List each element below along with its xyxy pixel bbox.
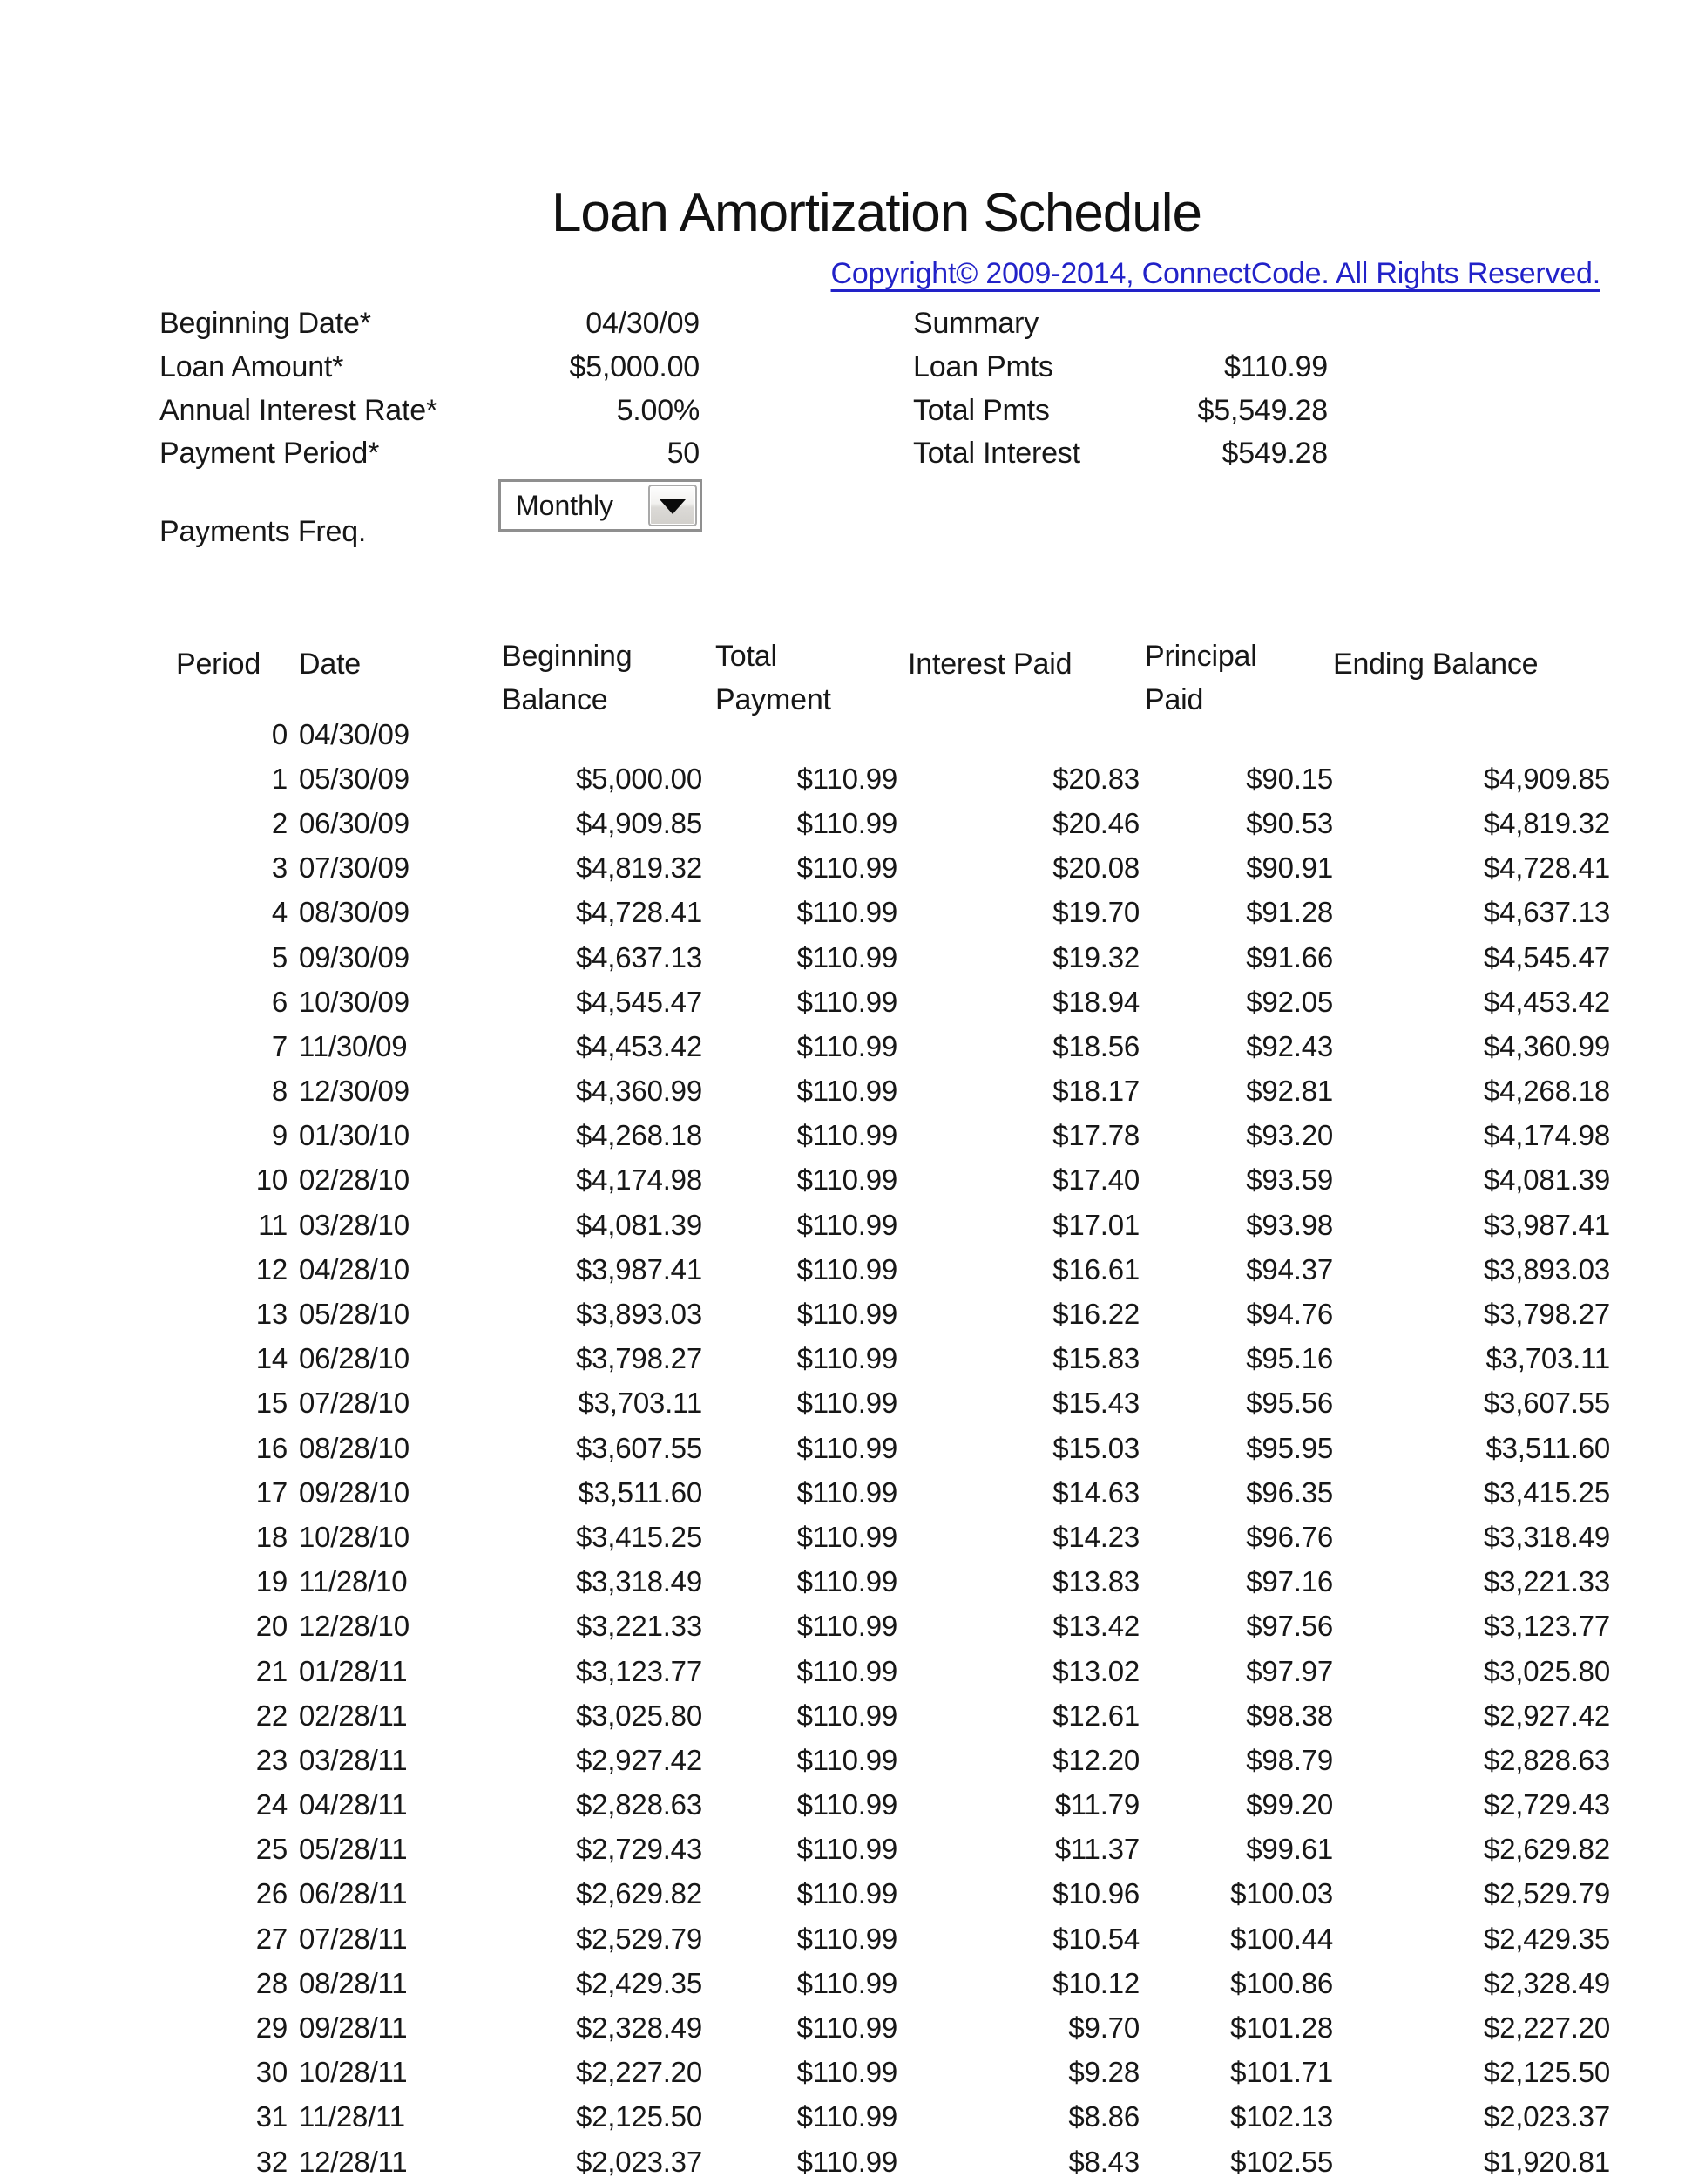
interest-rate-label: Annual Interest Rate* xyxy=(159,394,437,427)
column-header-ending-balance: Ending Balance xyxy=(1333,648,1539,681)
copyright-link[interactable]: Copyright© 2009-2014, ConnectCode. All Rights Reserved. xyxy=(830,257,1600,290)
table-cell: $3,025.80 xyxy=(1483,1654,1610,1687)
input-row-payment-period xyxy=(159,431,700,475)
table-cell: 22 xyxy=(255,1699,288,1732)
table-cell: $4,637.13 xyxy=(1483,896,1610,929)
table-cell: $20.08 xyxy=(1052,851,1140,885)
table-cell: $110.99 xyxy=(796,1610,897,1643)
table-cell: 32 xyxy=(255,2145,288,2178)
table-cell: $12.20 xyxy=(1052,1743,1140,1776)
table-cell: 26 xyxy=(255,1877,288,1910)
table-cell: 11/28/10 xyxy=(299,1565,408,1598)
table-cell: $2,529.79 xyxy=(1483,1877,1610,1910)
table-cell: 04/28/11 xyxy=(299,1788,408,1821)
table-cell: $2,529.79 xyxy=(575,1922,702,1955)
table-cell: $92.43 xyxy=(1246,1029,1333,1062)
table-cell: $90.53 xyxy=(1246,806,1333,839)
beginning-date-label: Beginning Date* xyxy=(159,307,371,340)
column-header-date: Date xyxy=(299,648,362,681)
table-cell: $95.16 xyxy=(1246,1342,1333,1375)
table-row xyxy=(131,1693,1610,1738)
table-cell: $3,798.27 xyxy=(1483,1298,1610,1331)
table-cell: $93.59 xyxy=(1246,1163,1333,1197)
table-cell: 05/28/10 xyxy=(299,1298,409,1331)
column-header-beginning: Beginning Balance xyxy=(502,640,633,716)
table-cell: $110.99 xyxy=(796,1565,897,1598)
table-cell: 23 xyxy=(255,1743,288,1776)
table-row xyxy=(131,2095,1610,2140)
table-cell: $110.99 xyxy=(796,1029,897,1062)
table-cell: $3,221.33 xyxy=(1483,1565,1610,1598)
table-cell: 29 xyxy=(255,2011,288,2045)
table-cell: 06/30/09 xyxy=(299,806,409,839)
table-cell: 8 xyxy=(271,1075,288,1108)
table-cell: 12/30/09 xyxy=(299,1075,409,1108)
table-cell: $4,545.47 xyxy=(1483,940,1610,973)
input-row-loan-amount xyxy=(159,345,700,389)
table-cell: $3,511.60 xyxy=(1485,1431,1610,1464)
table-cell: $10.12 xyxy=(1052,1966,1140,1999)
table-cell: $98.38 xyxy=(1246,1699,1333,1732)
table-cell: $2,023.37 xyxy=(575,2145,702,2178)
table-cell: $20.46 xyxy=(1052,806,1140,839)
table-row xyxy=(131,2051,1610,2095)
table-cell: 1 xyxy=(271,762,288,795)
table-cell: 18 xyxy=(255,1520,288,1553)
table-cell: $4,819.32 xyxy=(1483,806,1610,839)
table-row xyxy=(131,1114,1610,1158)
table-cell: 25 xyxy=(255,1833,288,1866)
table-row xyxy=(131,2140,1610,2184)
table-row xyxy=(131,1024,1610,1068)
table-header xyxy=(131,634,1610,722)
table-cell: $93.20 xyxy=(1246,1119,1333,1152)
table-cell: 02/28/10 xyxy=(299,1163,409,1197)
table-cell: $4,545.47 xyxy=(575,985,702,1018)
table-cell: $3,607.55 xyxy=(575,1431,702,1464)
table-cell: $110.99 xyxy=(796,896,897,929)
table-row xyxy=(131,1961,1610,2005)
table-cell: 06/28/11 xyxy=(299,1877,408,1910)
dropdown-button[interactable] xyxy=(648,485,697,526)
table-cell: $110.99 xyxy=(796,1520,897,1553)
table-cell: $3,025.80 xyxy=(575,1699,702,1732)
table-cell: $9.28 xyxy=(1068,2056,1140,2089)
table-row xyxy=(131,1247,1610,1292)
table-cell: $2,125.50 xyxy=(1483,2056,1610,2089)
loan-amount-label: Loan Amount* xyxy=(159,350,344,383)
table-cell: 28 xyxy=(255,1966,288,1999)
table-cell: $3,221.33 xyxy=(575,1610,702,1643)
summary-row-total-interest xyxy=(913,431,1328,475)
table-cell: $4,268.18 xyxy=(575,1119,702,1152)
table-cell: $16.22 xyxy=(1052,1298,1140,1331)
table-cell: 10/28/10 xyxy=(299,1520,409,1553)
table-cell: $110.99 xyxy=(796,1475,897,1509)
table-cell: $16.61 xyxy=(1052,1252,1140,1285)
table-row xyxy=(131,891,1610,935)
table-cell: 07/28/11 xyxy=(299,1922,408,1955)
table-cell: $17.01 xyxy=(1052,1208,1140,1241)
table-row xyxy=(131,1470,1610,1515)
table-cell: 01/30/10 xyxy=(299,1119,409,1152)
column-header-interest-paid: Interest Paid xyxy=(908,648,1073,681)
table-cell: $110.99 xyxy=(796,1075,897,1108)
table-cell: $2,629.82 xyxy=(1483,1833,1610,1866)
table-cell: $3,318.49 xyxy=(1483,1520,1610,1553)
table-cell: $2,328.49 xyxy=(1483,1966,1610,1999)
table-cell: $110.99 xyxy=(796,762,897,795)
payments-freq-dropdown[interactable] xyxy=(498,479,702,532)
table-cell: $12.61 xyxy=(1052,1699,1140,1732)
table-cell: 12/28/10 xyxy=(299,1610,409,1643)
table-cell: 0 xyxy=(271,717,288,750)
payment-period-label: Payment Period* xyxy=(159,437,380,470)
table-cell: 08/30/09 xyxy=(299,896,409,929)
table-cell: $99.61 xyxy=(1246,1833,1333,1866)
table-cell: 17 xyxy=(255,1475,288,1509)
table-cell: 2 xyxy=(271,806,288,839)
table-cell: $94.37 xyxy=(1246,1252,1333,1285)
table-cell: $4,453.42 xyxy=(575,1029,702,1062)
table-cell: $98.79 xyxy=(1246,1743,1333,1776)
summary-row-loan-pmts xyxy=(913,345,1328,389)
table-cell: $4,728.41 xyxy=(1483,851,1610,885)
table-cell: 24 xyxy=(255,1788,288,1821)
table-cell: $97.56 xyxy=(1246,1610,1333,1643)
table-cell: 04/30/09 xyxy=(299,717,409,750)
table-cell: 10 xyxy=(255,1163,288,1197)
table-cell: $110.99 xyxy=(796,1699,897,1732)
table-cell: $2,828.63 xyxy=(575,1788,702,1821)
caret-down-icon xyxy=(660,499,686,514)
table-cell: $4,453.42 xyxy=(1483,985,1610,1018)
table-cell: 27 xyxy=(255,1922,288,1955)
table-cell: $13.02 xyxy=(1052,1654,1140,1687)
table-cell: $95.95 xyxy=(1246,1431,1333,1464)
table-cell: $102.13 xyxy=(1230,2100,1333,2133)
table-cell: 09/30/09 xyxy=(299,940,409,973)
table-cell: $110.99 xyxy=(796,1431,897,1464)
table-cell: $4,174.98 xyxy=(1483,1119,1610,1152)
table-cell: $96.35 xyxy=(1246,1475,1333,1509)
table-cell: 10/28/11 xyxy=(299,2056,408,2089)
table-cell: 01/28/11 xyxy=(299,1654,408,1687)
table-cell: $8.86 xyxy=(1068,2100,1140,2133)
table-cell: $3,123.77 xyxy=(1483,1610,1610,1643)
table-cell: 03/28/11 xyxy=(299,1743,408,1776)
table-cell: 3 xyxy=(271,851,288,885)
payments-freq-selected-value: Monthly xyxy=(516,490,614,521)
table-cell: 11/28/11 xyxy=(299,2100,405,2133)
table-cell: 02/28/11 xyxy=(299,1699,408,1732)
table-cell: 30 xyxy=(255,2056,288,2089)
table-cell: $94.76 xyxy=(1246,1298,1333,1331)
table-cell: 4 xyxy=(271,896,288,929)
table-cell: $15.83 xyxy=(1052,1342,1140,1375)
table-cell: 15 xyxy=(255,1387,288,1420)
table-cell: $97.97 xyxy=(1246,1654,1333,1687)
table-cell: $110.99 xyxy=(796,1743,897,1776)
total-pmts-label: Total Pmts xyxy=(913,394,1050,427)
total-interest-label: Total Interest xyxy=(913,437,1080,470)
table-row xyxy=(131,801,1610,845)
table-cell: 14 xyxy=(255,1342,288,1375)
table-cell: $3,318.49 xyxy=(575,1565,702,1598)
table-cell: $3,415.25 xyxy=(1483,1475,1610,1509)
table-cell: $110.99 xyxy=(796,2056,897,2089)
table-cell: $19.70 xyxy=(1052,896,1140,929)
table-row xyxy=(131,1783,1610,1828)
table-cell: $8.43 xyxy=(1068,2145,1140,2178)
table-cell: $110.99 xyxy=(796,2100,897,2133)
table-row xyxy=(131,2005,1610,2050)
table-cell: $110.99 xyxy=(796,1922,897,1955)
table-cell: 05/28/11 xyxy=(299,1833,408,1866)
table-cell: $110.99 xyxy=(796,2011,897,2045)
table-cell: 6 xyxy=(271,985,288,1018)
table-cell: $9.70 xyxy=(1068,2011,1140,2045)
table-cell: $2,927.42 xyxy=(1483,1699,1610,1732)
table-cell: $110.99 xyxy=(796,940,897,973)
table-cell: $14.23 xyxy=(1052,1520,1140,1553)
table-row xyxy=(131,1828,1610,1872)
loan-pmts-label: Loan Pmts xyxy=(913,350,1053,383)
table-row xyxy=(131,1916,1610,1961)
table-cell: $4,637.13 xyxy=(575,940,702,973)
table-cell: $99.20 xyxy=(1246,1788,1333,1821)
payments-freq-label: Payments Freq. xyxy=(159,515,367,548)
table-cell: $11.37 xyxy=(1054,1833,1140,1866)
table-cell: $2,629.82 xyxy=(575,1877,702,1910)
table-cell: $100.03 xyxy=(1230,1877,1333,1910)
table-row xyxy=(131,1604,1610,1649)
table-cell: $4,728.41 xyxy=(575,896,702,929)
table-cell: 09/28/11 xyxy=(299,2011,408,2045)
table-cell: $3,893.03 xyxy=(1483,1252,1610,1285)
table-cell: 07/28/10 xyxy=(299,1387,409,1420)
table-cell: 9 xyxy=(271,1119,288,1152)
table-row xyxy=(131,1292,1610,1336)
table-cell: $2,828.63 xyxy=(1483,1743,1610,1776)
table-cell: 21 xyxy=(255,1654,288,1687)
table-cell: 12 xyxy=(255,1252,288,1285)
table-cell: 03/28/10 xyxy=(299,1208,409,1241)
table-cell: $4,360.99 xyxy=(575,1075,702,1108)
table-cell: $110.99 xyxy=(796,1163,897,1197)
table-cell: $110.99 xyxy=(796,806,897,839)
table-cell: $110.99 xyxy=(796,1654,897,1687)
column-header-total: Total Payment xyxy=(715,640,831,716)
table-cell: $110.99 xyxy=(796,1966,897,1999)
page-title: Loan Amortization Schedule xyxy=(551,183,1202,243)
table-cell: 20 xyxy=(255,1610,288,1643)
table-cell: $18.94 xyxy=(1052,985,1140,1018)
table-cell: $19.32 xyxy=(1052,940,1140,973)
table-cell: $93.98 xyxy=(1246,1208,1333,1241)
table-cell: $90.15 xyxy=(1246,762,1333,795)
table-cell: 7 xyxy=(271,1029,288,1062)
table-cell: 07/30/09 xyxy=(299,851,409,885)
table-cell: $110.99 xyxy=(796,1298,897,1331)
total-pmts-value: $5,549.28 xyxy=(1197,394,1328,427)
table-cell: $3,703.11 xyxy=(578,1387,702,1420)
table-cell: 09/28/10 xyxy=(299,1475,409,1509)
beginning-date-value[interactable]: 04/30/09 xyxy=(585,307,700,340)
table-cell: $110.99 xyxy=(796,1119,897,1152)
table-cell: $3,607.55 xyxy=(1483,1387,1610,1420)
table-cell: $4,174.98 xyxy=(575,1163,702,1197)
table-row xyxy=(131,1069,1610,1114)
summary-heading: Summary xyxy=(913,307,1039,340)
table-cell: $4,360.99 xyxy=(1483,1029,1610,1062)
table-cell: $2,729.43 xyxy=(575,1833,702,1866)
table-cell: $100.86 xyxy=(1230,1966,1333,1999)
table-cell: $4,909.85 xyxy=(1483,762,1610,795)
table-cell: $110.99 xyxy=(796,1877,897,1910)
table-cell: $20.83 xyxy=(1052,762,1140,795)
table-row xyxy=(131,1426,1610,1470)
table-cell: $11.79 xyxy=(1054,1788,1140,1821)
table-cell: $2,227.20 xyxy=(575,2056,702,2089)
table-cell: $102.55 xyxy=(1230,2145,1333,2178)
table-row xyxy=(131,935,1610,980)
table-cell: $101.71 xyxy=(1230,2056,1333,2089)
table-row xyxy=(131,756,1610,801)
table-cell: $95.56 xyxy=(1246,1387,1333,1420)
loan-amount-value[interactable]: $5,000.00 xyxy=(569,350,700,383)
table-row xyxy=(131,846,1610,891)
table-row xyxy=(131,1381,1610,1426)
table-cell: $2,125.50 xyxy=(575,2100,702,2133)
table-cell: 16 xyxy=(255,1431,288,1464)
table-row xyxy=(131,1872,1610,1916)
table-cell: $18.17 xyxy=(1052,1075,1140,1108)
table-cell: 31 xyxy=(255,2100,288,2133)
table-cell: 13 xyxy=(255,1298,288,1331)
table-row xyxy=(131,1515,1610,1559)
table-cell: $96.76 xyxy=(1246,1520,1333,1553)
table-row xyxy=(131,1158,1610,1203)
table-row xyxy=(131,1337,1610,1381)
table-cell: 12/28/11 xyxy=(299,2145,408,2178)
table-cell: $1,920.81 xyxy=(1483,2145,1610,2178)
table-cell: $110.99 xyxy=(796,1342,897,1375)
table-cell: 04/28/10 xyxy=(299,1252,409,1285)
table-row xyxy=(131,1649,1610,1693)
table-cell: $3,987.41 xyxy=(575,1252,702,1285)
table-cell: $3,415.25 xyxy=(575,1520,702,1553)
table-cell: $92.81 xyxy=(1246,1075,1333,1108)
table-cell: $91.66 xyxy=(1246,940,1333,973)
table-cell: $110.99 xyxy=(796,1387,897,1420)
loan-pmts-value: $110.99 xyxy=(1224,350,1328,383)
table-cell: 06/28/10 xyxy=(299,1342,409,1375)
column-header-period: Period xyxy=(176,648,261,681)
table-row xyxy=(131,712,1610,756)
table-cell: $10.96 xyxy=(1052,1877,1140,1910)
table-cell: $3,798.27 xyxy=(575,1342,702,1375)
table-cell: $97.16 xyxy=(1246,1565,1333,1598)
total-interest-value: $549.28 xyxy=(1221,437,1328,470)
table-cell: $4,268.18 xyxy=(1483,1075,1610,1108)
table-row xyxy=(131,1560,1610,1604)
table-cell: $110.99 xyxy=(796,2145,897,2178)
table-cell: $4,819.32 xyxy=(575,851,702,885)
table-cell: $2,328.49 xyxy=(575,2011,702,2045)
table-cell: 11/30/09 xyxy=(299,1029,408,1062)
table-cell: $14.63 xyxy=(1052,1475,1140,1509)
table-cell: $17.40 xyxy=(1052,1163,1140,1197)
table-cell: $17.78 xyxy=(1052,1119,1140,1152)
table-cell: $2,429.35 xyxy=(575,1966,702,1999)
table-cell: $4,081.39 xyxy=(1483,1163,1610,1197)
table-cell: $91.28 xyxy=(1246,896,1333,929)
table-cell: $4,909.85 xyxy=(575,806,702,839)
table-row xyxy=(131,1203,1610,1247)
table-cell: $13.42 xyxy=(1052,1610,1140,1643)
table-cell: $90.91 xyxy=(1246,851,1333,885)
table-row xyxy=(131,980,1610,1024)
table-cell: 05/30/09 xyxy=(299,762,409,795)
table-cell: $110.99 xyxy=(796,985,897,1018)
table-cell: $110.99 xyxy=(796,1788,897,1821)
table-cell: $110.99 xyxy=(796,1208,897,1241)
interest-rate-value[interactable]: 5.00% xyxy=(616,394,700,427)
table-cell: 11 xyxy=(258,1208,288,1241)
table-cell: $5,000.00 xyxy=(575,762,702,795)
table-cell: $15.03 xyxy=(1052,1431,1140,1464)
table-cell: 10/30/09 xyxy=(299,985,409,1018)
table-cell: $3,511.60 xyxy=(578,1475,702,1509)
table-cell: $4,081.39 xyxy=(575,1208,702,1241)
table-cell: $2,927.42 xyxy=(575,1743,702,1776)
payment-period-value[interactable]: 50 xyxy=(667,437,700,470)
input-row-beginning-date xyxy=(159,302,700,345)
table-row xyxy=(131,1738,1610,1782)
table-cell: $3,703.11 xyxy=(1485,1342,1610,1375)
table-cell: $3,123.77 xyxy=(575,1654,702,1687)
table-cell: $3,987.41 xyxy=(1483,1208,1610,1241)
table-cell: $2,227.20 xyxy=(1483,2011,1610,2045)
table-cell: $101.28 xyxy=(1230,2011,1333,2045)
table-cell: $10.54 xyxy=(1052,1922,1140,1955)
table-cell: $2,023.37 xyxy=(1483,2100,1610,2133)
table-cell: $110.99 xyxy=(796,1833,897,1866)
table-cell: $100.44 xyxy=(1230,1922,1333,1955)
column-header-principal: Principal Paid xyxy=(1145,640,1257,716)
table-cell: 5 xyxy=(271,940,288,973)
table-body xyxy=(131,712,1610,2184)
table-cell: $110.99 xyxy=(796,851,897,885)
table-cell: $15.43 xyxy=(1052,1387,1140,1420)
summary-row-total-pmts xyxy=(913,389,1328,432)
table-cell: $18.56 xyxy=(1052,1029,1140,1062)
table-cell: 08/28/11 xyxy=(299,1966,408,1999)
table-cell: $3,893.03 xyxy=(575,1298,702,1331)
input-row-interest-rate xyxy=(159,389,700,432)
table-cell: $92.05 xyxy=(1246,985,1333,1018)
table-cell: 19 xyxy=(255,1565,288,1598)
table-cell: $13.83 xyxy=(1052,1565,1140,1598)
table-cell: $2,729.43 xyxy=(1483,1788,1610,1821)
table-cell: 08/28/10 xyxy=(299,1431,409,1464)
table-cell: $2,429.35 xyxy=(1483,1922,1610,1955)
table-cell: $110.99 xyxy=(796,1252,897,1285)
